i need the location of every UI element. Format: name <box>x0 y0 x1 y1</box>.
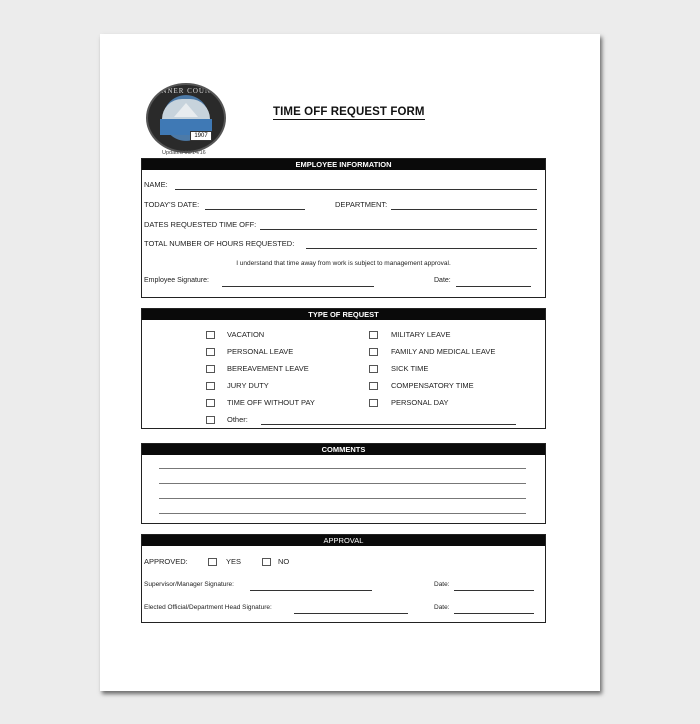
logo-mountain <box>174 103 198 117</box>
personal-day-label: PERSONAL DAY <box>391 398 449 407</box>
dates-requested-label: DATES REQUESTED TIME OFF: <box>144 220 257 229</box>
elected-official-date-field[interactable] <box>454 613 534 614</box>
supervisor-signature-label: Supervisor/Manager Signature: <box>144 581 234 588</box>
todays-date-field[interactable] <box>205 209 305 210</box>
employee-signature-field[interactable] <box>222 286 374 287</box>
logo-year-badge: 1907 <box>190 131 212 141</box>
section-heading: TYPE OF REQUEST <box>142 309 545 320</box>
jury-duty-checkbox[interactable] <box>206 382 215 390</box>
bereavement-leave-label: BEREAVEMENT LEAVE <box>227 364 309 373</box>
vacation-label: VACATION <box>227 330 265 339</box>
comments-section <box>141 443 546 524</box>
logo-ring-text: BONNER COUNTY <box>149 87 223 95</box>
other-checkbox[interactable] <box>206 416 215 424</box>
bereavement-leave-checkbox[interactable] <box>206 365 215 373</box>
personal-leave-checkbox[interactable] <box>206 348 215 356</box>
time-off-without-pay-label: TIME OFF WITHOUT PAY <box>227 398 315 407</box>
name-field[interactable] <box>175 189 537 190</box>
type-of-request-section <box>141 308 546 429</box>
elected-official-signature-field[interactable] <box>294 613 408 614</box>
other-label: Other: <box>227 415 248 424</box>
other-field[interactable] <box>261 424 516 425</box>
employee-signature-label: Employee Signature: <box>144 277 209 284</box>
compensatory-time-label: COMPENSATORY TIME <box>391 381 474 390</box>
county-seal-logo <box>146 83 226 153</box>
comment-line-2[interactable] <box>159 483 526 484</box>
military-leave-checkbox[interactable] <box>369 331 378 339</box>
total-hours-label: TOTAL NUMBER OF HOURS REQUESTED: <box>144 239 295 248</box>
personal-leave-label: PERSONAL LEAVE <box>227 347 294 356</box>
time-off-without-pay-checkbox[interactable] <box>206 399 215 407</box>
department-field[interactable] <box>391 209 537 210</box>
approved-label: APPROVED: <box>144 557 188 566</box>
supervisor-signature-field[interactable] <box>250 590 372 591</box>
jury-duty-label: JURY DUTY <box>227 381 269 390</box>
department-label: DEPARTMENT: <box>335 200 388 209</box>
approved-no-label: NO <box>278 557 290 566</box>
comment-line-4[interactable] <box>159 513 526 514</box>
supervisor-date-label: Date: <box>434 581 450 588</box>
elected-official-signature-label: Elected Official/Department Head Signature: <box>144 604 272 611</box>
form-title: TIME OFF REQUEST FORM <box>273 106 425 118</box>
employee-date-label: Date: <box>434 277 451 284</box>
name-label: NAME: <box>144 180 168 189</box>
sick-time-label: SICK TIME <box>391 364 429 373</box>
approved-yes-checkbox[interactable] <box>208 558 217 566</box>
military-leave-label: MILITARY LEAVE <box>391 330 451 339</box>
form-page <box>100 34 600 691</box>
comment-line-3[interactable] <box>159 498 526 499</box>
approved-yes-label: YES <box>226 557 242 566</box>
employee-information-section <box>141 158 546 298</box>
acknowledgement-text: I understand that time away from work is subject to management approval. <box>236 260 451 267</box>
section-heading: APPROVAL <box>142 535 545 546</box>
comment-line-1[interactable] <box>159 468 526 469</box>
personal-day-checkbox[interactable] <box>369 399 378 407</box>
total-hours-field[interactable] <box>306 248 537 249</box>
compensatory-time-checkbox[interactable] <box>369 382 378 390</box>
section-heading: COMMENTS <box>142 444 545 455</box>
employee-date-field[interactable] <box>456 286 531 287</box>
approved-no-checkbox[interactable] <box>262 558 271 566</box>
dates-requested-field[interactable] <box>260 229 537 230</box>
elected-official-date-label: Date: <box>434 604 450 611</box>
family-medical-leave-checkbox[interactable] <box>369 348 378 356</box>
family-medical-leave-label: FAMILY AND MEDICAL LEAVE <box>391 347 496 356</box>
sick-time-checkbox[interactable] <box>369 365 378 373</box>
section-heading: EMPLOYEE INFORMATION <box>142 159 545 170</box>
supervisor-date-field[interactable] <box>454 590 534 591</box>
todays-date-label: TODAY'S DATE: <box>144 200 200 209</box>
updated-date: Updated 01/14/16 <box>162 150 206 156</box>
vacation-checkbox[interactable] <box>206 331 215 339</box>
approval-section <box>141 534 546 623</box>
